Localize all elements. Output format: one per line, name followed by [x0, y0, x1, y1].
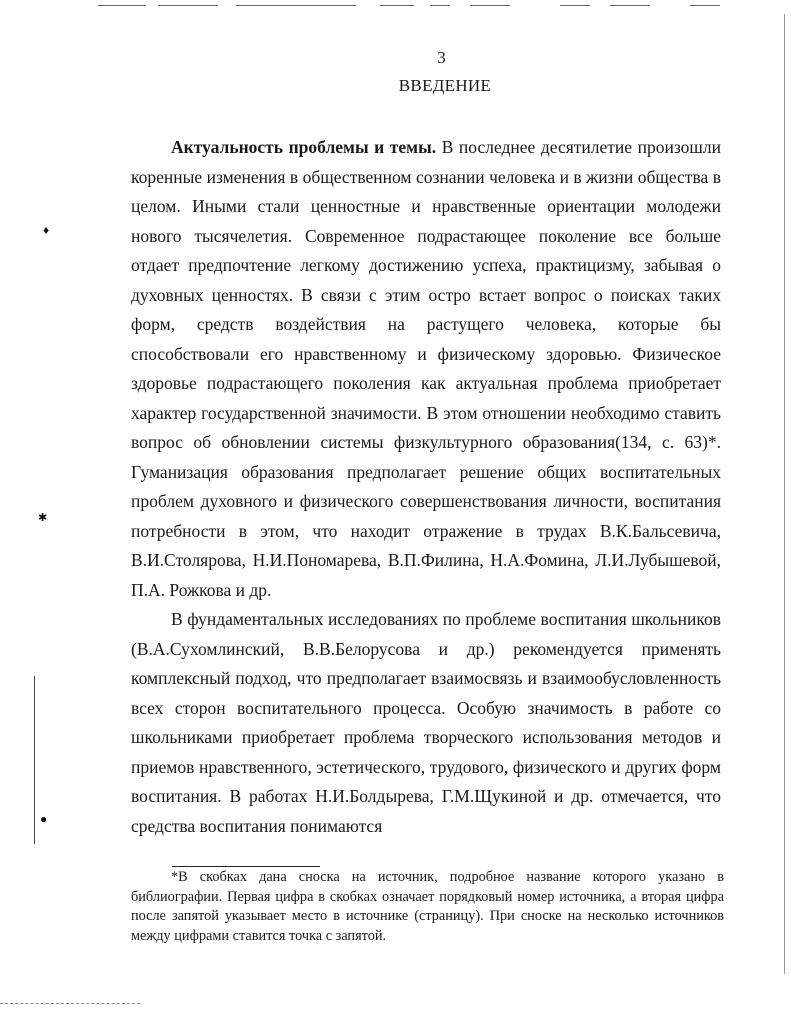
binding-edge-line: [34, 676, 35, 844]
footnote: [131, 868, 724, 946]
paragraph: В фундаментальных исследованиях по проблеме воспитания школьников (В.А.Сухомлинский, В.В.Белорусова и др.) рекомендуется применять комплексный подход, что предполагает взаимосвязь и взаимообусловленность всех сторон воспитательного процесса. Особую значимость в работе со школьниками приобретает проблема творческого использования методов и приемов нравственного, эстетического, трудового, физического и других форм воспитания. В работах Н.И.Болдырева, Г.М.Щукиной и др. отмечается, что средства воспитания понимаются: [131, 609, 721, 836]
paragraph-text: В последнее десятилетие произошли коренные изменения в общественном сознании человека и в жизни общества в целом. Иными стали ценностные и нравственные ориентации молодежи нового тысячелетия. Современное подрастающее поколение все больше отдает предпочтение легкому достижению успеха, практицизму, забывая о духовных ценностях. В связи с этим остро встает вопрос о поисках таких форм, средств воздействия на растущего человека, которые бы способствовали его нравственному и физическому здоровью. Физическое здоровье подрастающего поколения как актуальная проблема приобретает характер государственной значимости. В этом отношении необходимо ставить вопрос об обновлении системы физкультурного образования(134, с. 63)*. Гуманизация образования предполагает решение общих воспитательных проблем духовного и физического совершенствования личности, воспитания потребности в этом, что находит отражение в трудах В.К.Бальсевича, В.И.Столярова, Н.И.Пономарева, В.П.Филина, Н.А.Фомина, Л.И.Лубышевой, П.А. Рожкова и др.: [131, 137, 721, 600]
margin-mark: ✱: [38, 512, 48, 524]
margin-mark: ♦: [43, 223, 50, 237]
margin-mark: ●: [40, 812, 48, 826]
footnote-separator: [172, 866, 320, 867]
page-number: 3: [437, 48, 446, 67]
scan-artifact-bottom: [0, 1003, 140, 1005]
scan-artifact-top: [0, 0, 791, 10]
footnote-text: *В скобках дана сноска на источник, подробное название которого указано в библиографии. Первая цифра в скобках означает порядковый номер источника, а вторая цифра после запятой указывает место в источнике (страницу). При сноске на несколько источников между цифрами ставится точка с запятой.: [131, 869, 724, 944]
page-edge-line: [784, 14, 785, 974]
page-heading: ВВЕДЕНИЕ: [398, 76, 492, 95]
paragraph-lead: Актуальность проблемы и темы.: [171, 137, 437, 157]
paragraph: [131, 133, 721, 605]
main-text: [131, 133, 721, 841]
